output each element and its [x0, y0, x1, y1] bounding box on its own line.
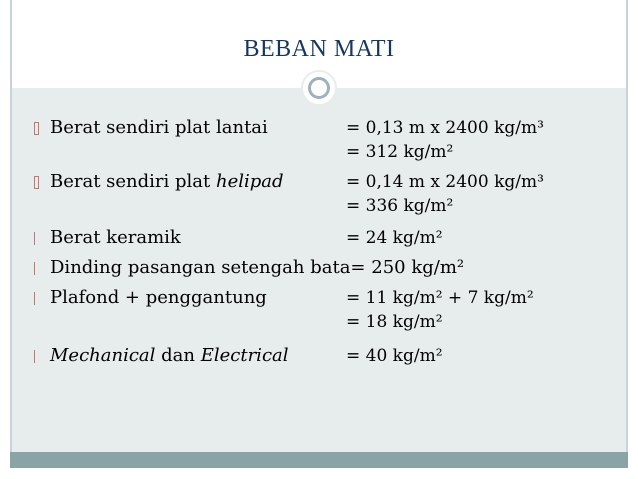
- bullet-icon: [34, 176, 39, 189]
- right-border: [626, 0, 628, 452]
- slide-title: BEBAN MATI: [243, 36, 395, 62]
- item-value: = 24 kg/m²: [346, 228, 443, 248]
- item-label: Mechanical dan Electrical: [50, 345, 289, 366]
- item-value: = 0,14 m x 2400 kg/m³: [346, 172, 544, 192]
- item-value-2: = 312 kg/m²: [346, 142, 454, 162]
- item-label: Dinding pasangan setengah bata= 250 kg/m²: [50, 257, 465, 278]
- item-value: = 0,13 m x 2400 kg/m³: [346, 118, 544, 138]
- bullet-icon: [34, 262, 36, 275]
- bullet-icon: [34, 350, 36, 363]
- left-border: [10, 0, 12, 452]
- bullet-icon: [34, 232, 36, 245]
- footer-bar: [10, 452, 628, 468]
- item-value: = 11 kg/m² + 7 kg/m²: [346, 288, 534, 308]
- item-label: Plafond + penggantung: [50, 287, 267, 308]
- bullet-icon: [34, 292, 36, 305]
- divider-circle-icon: [301, 70, 337, 106]
- bullet-icon: [34, 122, 39, 135]
- item-label: Berat sendiri plat helipad: [50, 171, 284, 192]
- item-label: Berat sendiri plat lantai: [50, 117, 268, 138]
- item-value: = 40 kg/m²: [346, 346, 443, 366]
- item-label: Berat keramik: [50, 227, 181, 248]
- item-value-2: = 18 kg/m²: [346, 312, 443, 332]
- item-value-2: = 336 kg/m²: [346, 196, 454, 216]
